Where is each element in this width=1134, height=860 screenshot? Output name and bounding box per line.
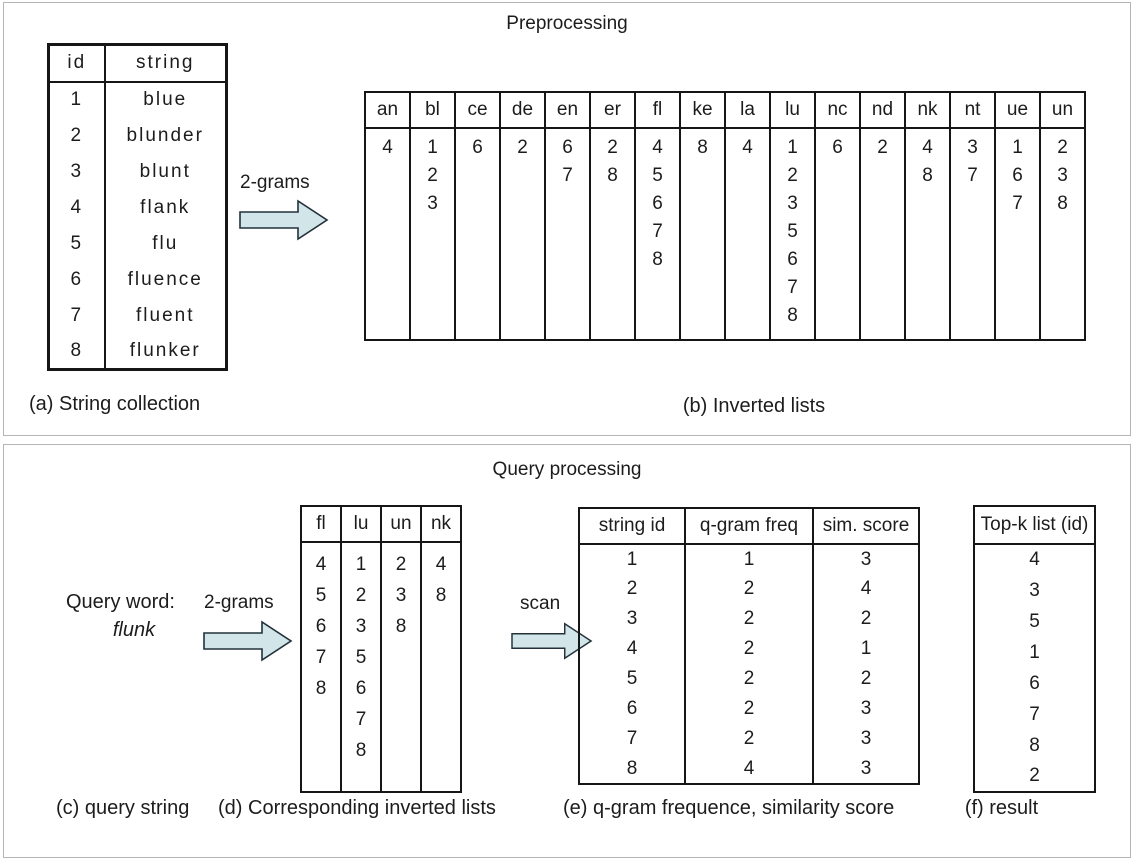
inverted-list-gram-header: an <box>376 99 399 120</box>
query-inverted-lists-caption: (d) Corresponding inverted lists <box>218 797 496 819</box>
inverted-list-id: 8 <box>922 165 933 186</box>
string-collection-row <box>49 262 227 298</box>
scan-arrow-label: scan <box>520 593 561 614</box>
score-cell: 2 <box>685 724 813 754</box>
inverted-list-id-list <box>365 128 410 340</box>
score-cell: 5 <box>626 668 638 689</box>
inverted-list-id: 8 <box>652 249 663 270</box>
query-inverted-list-id: 8 <box>435 585 447 606</box>
inverted-list-id: 4 <box>652 137 663 158</box>
inverted-list-id: 1 <box>1012 137 1023 158</box>
score-cell: 8 <box>626 757 638 779</box>
string-collection-cell: flu <box>105 226 227 262</box>
result-caption: (f) result <box>964 797 1039 819</box>
topk-cell: 2 <box>1029 765 1040 786</box>
topk-row <box>974 575 1095 606</box>
score-cell: 3 <box>813 694 919 724</box>
topk-cell: 7 <box>1029 703 1040 725</box>
inverted-list-id: 3 <box>967 137 978 158</box>
score-cell: 2 <box>813 664 919 694</box>
topk-row <box>974 668 1095 699</box>
inverted-list-id-list <box>950 128 995 340</box>
query-2grams-arrow-icon <box>202 619 294 663</box>
inverted-list-id: 2 <box>427 165 438 186</box>
query-inverted-list-id: 5 <box>315 585 327 606</box>
score-row <box>579 634 919 664</box>
inverted-list-gram-header: ke <box>680 92 725 128</box>
inverted-list-id: 3 <box>787 193 798 214</box>
inverted-list-id: 6 <box>787 249 798 270</box>
score-cell: 1 <box>813 634 919 664</box>
inverted-lists-caption: (b) Inverted lists <box>682 395 826 417</box>
inverted-list-id: 7 <box>1012 193 1023 214</box>
topk-header: Top-k list (id) <box>980 514 1089 535</box>
string-collection-cell: 1 <box>70 89 84 110</box>
query-inverted-list-id: 2 <box>355 585 367 606</box>
query-inverted-list-id: 1 <box>355 554 367 575</box>
preprocessing-title: Preprocessing <box>506 13 628 34</box>
query-word-label: Query word: <box>66 591 175 613</box>
query-inverted-list-id: 4 <box>435 554 447 575</box>
query-inverted-list-id-list <box>421 542 461 792</box>
string-collection-cell: blunder <box>105 118 227 154</box>
inverted-list-id: 5 <box>652 165 663 186</box>
string-collection-cell: 5 <box>70 232 84 254</box>
topk-row <box>974 699 1095 730</box>
query-inverted-list-id: 7 <box>315 647 327 668</box>
score-cell: 3 <box>813 724 919 754</box>
score-cell: 4 <box>626 638 638 659</box>
inverted-list-id: 2 <box>877 137 888 158</box>
inverted-list-id: 5 <box>787 221 798 242</box>
query-processing-panel <box>3 444 1131 858</box>
inverted-list-id: 1 <box>787 137 798 158</box>
score-row <box>579 664 919 694</box>
topk-cell: 8 <box>1029 734 1040 756</box>
string-collection-cell: blunt <box>105 154 227 190</box>
string-collection-cell: blue <box>105 82 227 118</box>
query-inverted-list-gram-header: lu <box>341 506 381 542</box>
score-row <box>579 574 919 604</box>
inverted-list-id: 7 <box>562 165 573 186</box>
score-row <box>579 754 919 784</box>
query-2grams-arrow-label: 2-grams <box>204 592 274 613</box>
string-collection-row <box>49 190 227 226</box>
score-table <box>578 507 920 785</box>
score-row <box>579 604 919 634</box>
inverted-list-gram-header: de <box>500 92 545 128</box>
inverted-list-id: 3 <box>1057 165 1068 186</box>
score-cell: 2 <box>626 578 638 599</box>
inverted-list-id: 7 <box>967 165 978 186</box>
score-row <box>579 544 919 574</box>
inverted-list-gram-header: fl <box>635 92 680 128</box>
string-collection-header: string <box>105 45 227 82</box>
inverted-list-id: 2 <box>517 137 528 158</box>
inverted-list-id: 4 <box>922 137 933 158</box>
string-collection-row <box>49 226 227 262</box>
inverted-list-gram-header: nc <box>815 92 860 128</box>
topk-row <box>974 730 1095 761</box>
inverted-list-id-list <box>770 128 815 340</box>
inverted-list-id: 6 <box>472 137 483 158</box>
score-cell: 1 <box>685 544 813 574</box>
query-inverted-list-id: 5 <box>355 647 367 668</box>
score-cell: 2 <box>685 604 813 634</box>
string-collection-cell: fluent <box>105 298 227 334</box>
string-collection-row <box>49 118 227 154</box>
inverted-list-id: 6 <box>562 137 573 158</box>
string-collection-cell: 8 <box>70 339 84 361</box>
score-header: q-gram freq <box>685 508 813 544</box>
string-collection-cell: flunker <box>105 334 227 370</box>
inverted-list-gram-header: en <box>545 92 590 128</box>
string-collection-cell: 7 <box>70 304 84 326</box>
inverted-list-id: 7 <box>652 221 663 242</box>
string-collection-cell: 3 <box>70 160 84 182</box>
query-inverted-list-id: 2 <box>395 554 407 575</box>
string-collection-row <box>49 334 227 370</box>
string-collection-cell: 4 <box>70 196 84 218</box>
query-processing-title: Query processing <box>492 459 642 480</box>
inverted-list-id-list <box>995 128 1040 340</box>
query-inverted-lists-table <box>300 505 462 793</box>
inverted-list-id-list <box>680 128 725 340</box>
query-inverted-list-gram-header: un <box>381 506 421 542</box>
inverted-list-id-list <box>905 128 950 340</box>
inverted-list-id: 6 <box>652 193 663 214</box>
topk-row <box>974 761 1095 792</box>
inverted-list-id: 4 <box>382 137 393 158</box>
score-cell: 6 <box>626 698 638 719</box>
topk-row <box>974 637 1095 668</box>
score-row <box>579 724 919 754</box>
inverted-list-id: 8 <box>787 305 798 326</box>
inverted-list-gram-header: un <box>1040 92 1085 128</box>
query-inverted-list-gram-header: fl <box>316 513 326 534</box>
preprocessing-panel <box>3 2 1131 436</box>
string-collection-row <box>49 298 227 334</box>
inverted-list-id: 2 <box>1057 137 1068 158</box>
inverted-list-id-list <box>815 128 860 340</box>
inverted-list-id: 3 <box>427 193 438 214</box>
2grams-arrow-icon <box>238 198 330 242</box>
score-cell: 4 <box>685 754 813 784</box>
inverted-list-gram-header: la <box>725 92 770 128</box>
string-collection-header: id <box>67 52 87 74</box>
inverted-list-gram-header: lu <box>770 92 815 128</box>
topk-row <box>974 606 1095 637</box>
inverted-list-gram-header: er <box>590 92 635 128</box>
topk-cell: 1 <box>1029 641 1040 663</box>
query-inverted-list-gram-header: nk <box>421 506 461 542</box>
inverted-list-id-list <box>455 128 500 340</box>
topk-cell: 4 <box>1029 549 1040 570</box>
query-string-caption: (c) query string <box>56 797 190 819</box>
inverted-list-id: 8 <box>1057 193 1068 214</box>
inverted-list-id: 7 <box>787 277 798 298</box>
inverted-list-id-list <box>590 128 635 340</box>
score-cell: 2 <box>685 694 813 724</box>
string-collection-row <box>49 82 227 118</box>
inverted-list-id: 6 <box>832 137 843 158</box>
inverted-list-id: 4 <box>742 137 753 158</box>
query-inverted-list-id: 3 <box>355 616 367 637</box>
inverted-list-id: 6 <box>1012 165 1023 186</box>
score-cell: 2 <box>685 634 813 664</box>
query-inverted-list-id: 7 <box>355 709 367 730</box>
inverted-list-id: 2 <box>607 137 618 158</box>
query-inverted-list-id-list <box>381 542 421 792</box>
inverted-list-id-list <box>635 128 680 340</box>
inverted-lists-table <box>364 91 1086 341</box>
query-inverted-list-id-list <box>301 542 341 792</box>
query-inverted-list-id: 8 <box>315 678 327 699</box>
topk-cell: 3 <box>1029 579 1040 601</box>
string-collection-table <box>47 43 228 371</box>
score-cell: 2 <box>685 574 813 604</box>
inverted-list-id-list <box>410 128 455 340</box>
inverted-list-id-list <box>500 128 545 340</box>
inverted-list-id: 8 <box>607 165 618 186</box>
query-inverted-list-id: 6 <box>355 678 367 699</box>
inverted-list-id-list <box>1040 128 1085 340</box>
inverted-list-id-list <box>725 128 770 340</box>
2grams-arrow-label: 2-grams <box>240 172 310 193</box>
string-collection-row <box>49 154 227 190</box>
string-collection-cell: 2 <box>70 124 84 146</box>
topk-cell: 6 <box>1029 672 1040 694</box>
score-header: string id <box>598 515 666 536</box>
inverted-list-id: 1 <box>427 137 438 158</box>
inverted-list-id: 2 <box>787 165 798 186</box>
string-collection-cell: 6 <box>70 268 84 290</box>
string-collection-cell: fluence <box>105 262 227 298</box>
query-inverted-list-id: 8 <box>395 616 407 637</box>
score-cell: 4 <box>813 574 919 604</box>
inverted-list-gram-header: ce <box>455 92 500 128</box>
inverted-list-id-list <box>545 128 590 340</box>
score-header: sim. score <box>813 508 919 544</box>
inverted-list-gram-header: nd <box>860 92 905 128</box>
inverted-list-gram-header: nt <box>950 92 995 128</box>
query-inverted-list-id: 6 <box>315 616 327 637</box>
score-row <box>579 694 919 724</box>
inverted-list-gram-header: ue <box>995 92 1040 128</box>
topk-row <box>974 544 1095 575</box>
query-word-value: flunk <box>112 619 156 641</box>
string-collection-cell: flank <box>105 190 227 226</box>
topk-cell: 5 <box>1029 610 1040 632</box>
score-cell: 3 <box>813 544 919 574</box>
query-inverted-list-id: 3 <box>395 585 407 606</box>
score-cell: 2 <box>813 604 919 634</box>
query-inverted-list-id: 4 <box>315 554 327 575</box>
score-cell: 7 <box>626 728 638 749</box>
topk-result-table <box>973 505 1096 793</box>
inverted-list-gram-header: bl <box>410 92 455 128</box>
score-cell: 3 <box>626 608 638 629</box>
inverted-list-gram-header: nk <box>905 92 950 128</box>
query-inverted-list-id-list <box>341 542 381 792</box>
score-table-caption: (e) q-gram frequence, similarity score <box>563 797 895 819</box>
inverted-list-id: 8 <box>697 137 708 158</box>
string-collection-caption: (a) String collection <box>29 393 201 415</box>
score-cell: 2 <box>685 664 813 694</box>
query-inverted-list-id: 8 <box>355 740 367 761</box>
inverted-list-id-list <box>860 128 905 340</box>
score-cell: 3 <box>813 754 919 784</box>
score-cell: 1 <box>626 548 638 570</box>
